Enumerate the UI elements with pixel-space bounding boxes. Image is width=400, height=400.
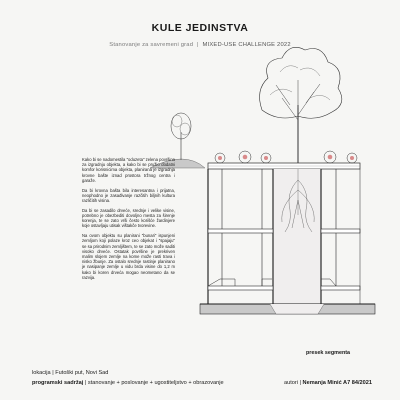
authors-value: Nemanja Minić A7 84/2021	[302, 380, 372, 386]
program-separator: |	[84, 380, 87, 386]
authors-label: autori	[283, 380, 298, 386]
location-separator: |	[52, 370, 54, 376]
roof-shrubs	[215, 151, 357, 163]
description-paragraph: Da bi krovna bašta bila interesantna i prijatna, neophodno je zasađivanje razčitih biljnih kultura različitih visina.	[82, 187, 175, 204]
location-label: lokacija	[32, 370, 51, 376]
footer-authors	[284, 380, 372, 386]
page-title: KULE JEDINSTVA	[151, 22, 249, 34]
program-value: stanovanje + poslovanje + ugostiteljstvo + obrazovanje	[87, 380, 224, 386]
building-right	[321, 169, 360, 304]
subtitle-competition: MIXED-USE CHALLENGE 2022	[202, 42, 291, 48]
large-tree	[260, 47, 342, 163]
section-label: presek segmenta	[306, 350, 351, 356]
program-label: programski sadržaj	[32, 380, 84, 386]
description-paragraph: Da bi se zasadilo drveće, srednje i velike visine, potrebno je obezbediti dovoljno mesta za širenje korenja, te se zato vrši često korišće žardinjere koje ostavljaju utisak vištakče tvorevine.	[82, 207, 175, 229]
description-text	[82, 157, 175, 285]
description-paragraph: Kako bi se nadomestila "oduzeta" zelena površina za izgradnju objekta, a kako bi se pružio dodatni komfor korisnicima objekta, planirana je izgradnja krovne bašte iznad prostora tržnog centra i garaže.	[82, 157, 175, 183]
footer-program	[32, 380, 372, 386]
footer-location	[32, 370, 372, 376]
subtitle-separator: |	[196, 42, 199, 48]
authors-separator: |	[299, 380, 301, 386]
foundation	[200, 304, 375, 314]
earth-well	[273, 169, 321, 304]
description-paragraph: Na ovom objektu su planirani "bunari" ispunjeni zemljom koji polaze kroz ceo objekat i "spajaju" se sa prirodnim zemljištem, te se zato može saditi visoko drveće. Ostatak površine je prekriven malim slojem zemlje na kome može rasti trava i nisko žbunje. Za ostalo srednje rastinje planirano je nasipanje zemlje u vidu brda visine do 1,2 m kako bi koren drveća mogao neometano da se razvija.	[82, 233, 175, 280]
small-tree	[171, 113, 191, 160]
location-value: Futoški put, Novi Sad	[55, 370, 109, 376]
subtitle-theme: Stanovanje za savremeni grad	[109, 42, 194, 48]
building-left	[208, 169, 273, 304]
